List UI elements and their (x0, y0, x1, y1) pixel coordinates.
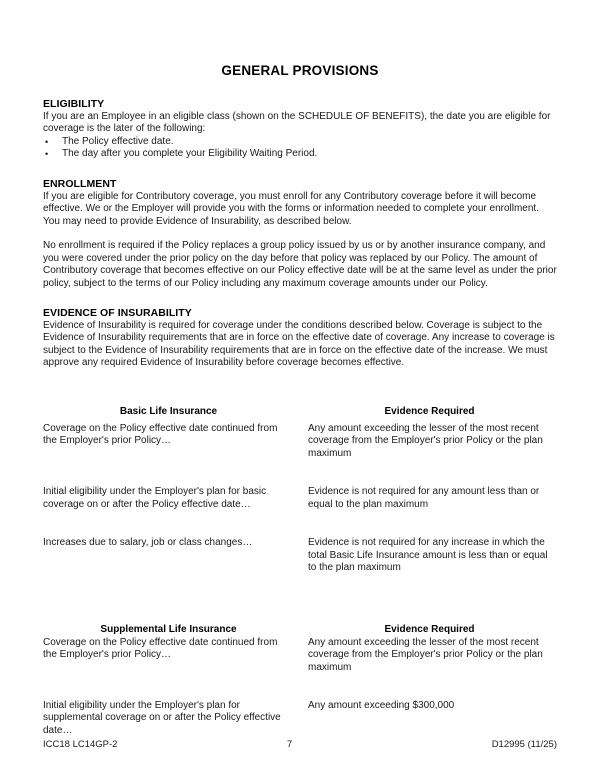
list-item (43, 148, 557, 161)
section-heading-enrollment: ENROLLMENT (43, 178, 117, 190)
spacer (43, 460, 557, 486)
enrollment-paragraph-1: If you are eligible for Contributory coverage, you must enroll for any Contributory coverage before it will become effective. We or the Employer will provide you with the forms or information needed to complete your enrollment. You may need to provide Evidence of Insurability, as described below. (43, 191, 539, 227)
footer-form-number: ICC18 LC14GP-2 (43, 739, 118, 750)
section-evidence-of-insurability (43, 307, 557, 370)
table-row (43, 700, 557, 737)
table-cell-evidence: Any amount exceeding $300,000 (308, 699, 455, 711)
table-cell-evidence: Evidence is not required for any increase in which the total Basic Life Insurance amount is less than or equal to the plan maximum (308, 537, 548, 573)
table-cell-evidence: Evidence is not required for any amount less than or equal to the plan maximum (308, 486, 540, 510)
section-enrollment (43, 178, 557, 290)
table-cell-condition: Initial eligibility under the Employer's plan for supplemental coverage on or after the Policy effective date… (43, 699, 281, 736)
table-row (43, 537, 557, 574)
spacer (43, 574, 557, 624)
table-cell-condition: Increases due to salary, job or class changes… (43, 537, 253, 549)
section-heading-evidence-of-insurability: EVIDENCE OF INSURABILITY (43, 307, 192, 320)
column-header-evidence-required: Evidence Required (384, 405, 475, 417)
table-cell-evidence: Any amount exceeding the lesser of the most recent coverage from the Employer's prior Policy or the plan maximum (308, 636, 543, 673)
table-cell-condition: Coverage on the Policy effective date continued from the Employer's prior Policy… (43, 423, 278, 447)
spacer (43, 370, 557, 406)
table-cell-condition: Initial eligibility under the Employer's plan for basic coverage on or after the Policy effective date… (43, 486, 267, 510)
document-content (43, 0, 557, 737)
table-basic-life-insurance (43, 406, 557, 575)
list-item-label: The Policy effective date. (62, 135, 174, 147)
page-footer (43, 739, 557, 750)
table-cell-evidence: Any amount exceeding the lesser of the most recent coverage from the Employer's prior Policy or the plan maximum (308, 423, 543, 459)
column-header-evidence-required: Evidence Required (384, 624, 475, 636)
page-title: GENERAL PROVISIONS (221, 63, 379, 78)
section-heading-eligibility: ELIGIBILITY (43, 98, 105, 110)
table-header-row (43, 624, 557, 636)
section-eligibility (43, 98, 557, 161)
eligibility-intro-text: If you are an Employee in an eligible class (shown on the SCHEDULE OF BENEFITS), the date you are eligible for coverage is the later of the following: (43, 111, 551, 135)
column-header-basic-life-insurance: Basic Life Insurance (119, 405, 218, 417)
footer-page-number: 7 (286, 739, 293, 750)
table-header-row (43, 406, 557, 418)
eligibility-bullet-list (43, 136, 557, 161)
list-item-label: The day after you complete your Eligibility Waiting Period. (62, 148, 318, 160)
bullet-icon: • (45, 149, 49, 160)
spacer (43, 511, 557, 537)
enrollment-paragraph-2: No enrollment is required if the Policy replaces a group policy issued by us or by another insurance company, and you were covered under the prior policy on the day before that policy was replaced by our Policy. The amount of Contributory coverage that becomes effective on our Policy effective date will be at the same level as under the prior policy, subject to the terms of our Policy including any maximum coverage amounts under our Policy. (43, 240, 557, 289)
table-cell-condition: Coverage on the Policy effective date continued from the Employer's prior Policy… (43, 636, 278, 661)
list-item (43, 136, 557, 149)
table-row (43, 423, 557, 460)
footer-document-code: D12995 (11/25) (491, 739, 557, 750)
spacer (43, 674, 557, 700)
column-header-supplemental-life-insurance: Supplemental Life Insurance (100, 624, 237, 636)
table-row (43, 486, 557, 511)
table-supplemental-life-insurance (43, 624, 557, 737)
table-row (43, 637, 557, 674)
evidence-of-insurability-paragraph-1: Evidence of Insurability is required for coverage under the conditions described below. Coverage is subject to the Evidence of Insurability requirements that are in force on the effective date of coverage. Any increase to coverage is subject to the Evidence of Insurability requirements that are in force on the effective date of the increase. We must approve any required Evidence of Insurability before coverage becomes effective. (43, 320, 555, 369)
bullet-icon: • (45, 136, 49, 147)
